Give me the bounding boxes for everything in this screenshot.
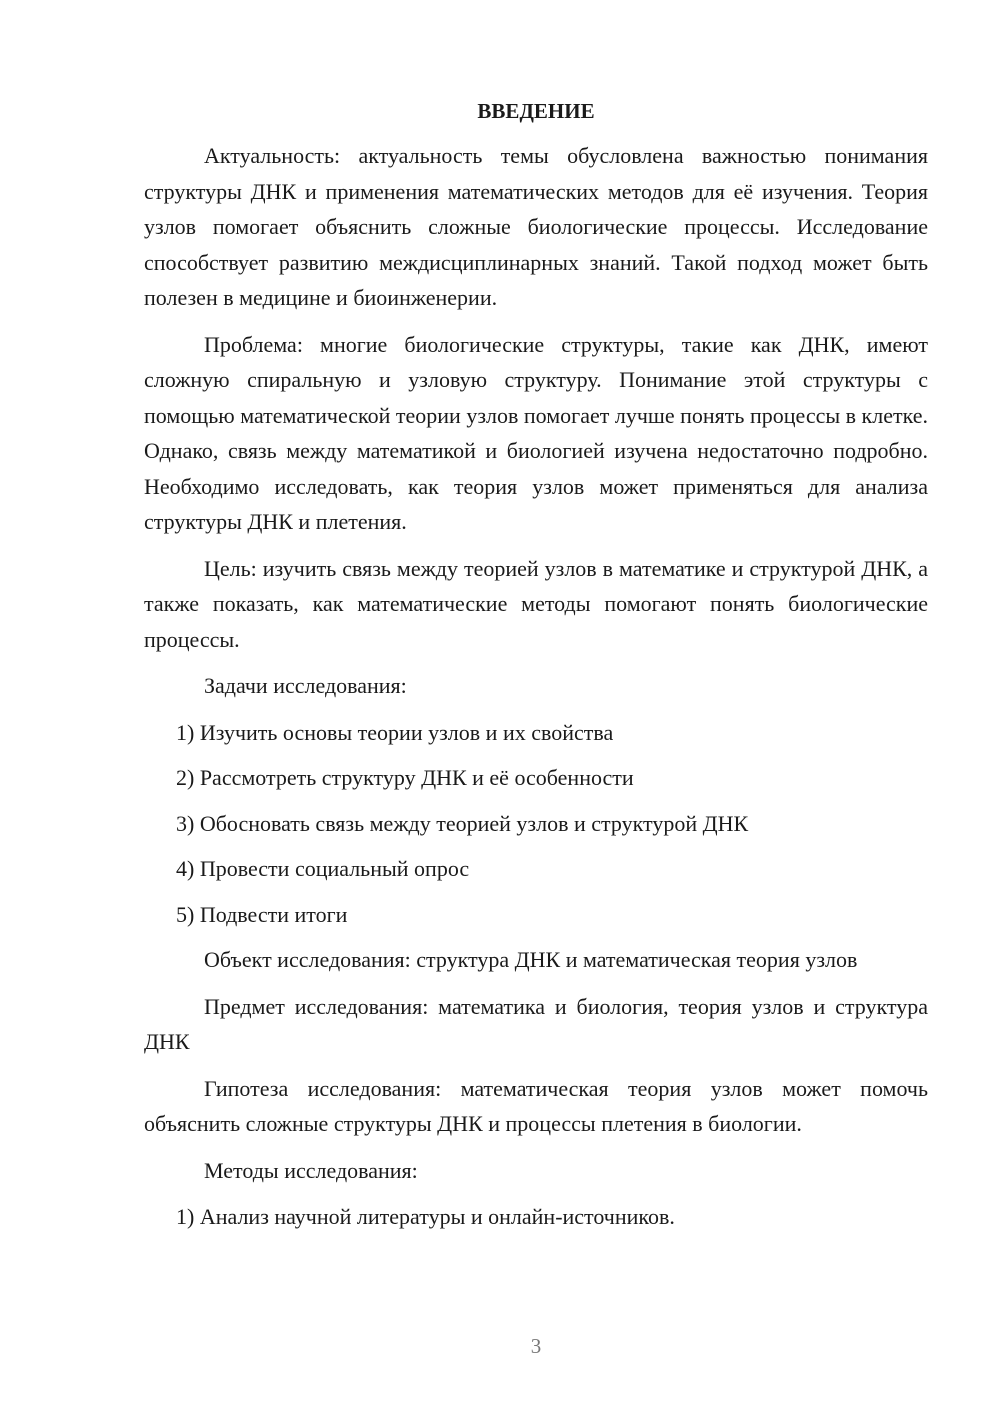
list-item-task-3: 3) Обосновать связь между теорией узлов и структурой ДНК xyxy=(176,810,749,836)
page-number: 3 xyxy=(530,1334,542,1358)
tasks-list xyxy=(144,715,928,933)
methods-list xyxy=(144,1199,928,1235)
page-content xyxy=(144,96,928,1245)
paragraph-subject: Предмет исследования: математика и биология, теория узлов и структура ДНК xyxy=(144,993,928,1054)
list-item-task-4: 4) Провести социальный опрос xyxy=(176,856,470,881)
paragraph-problem: Проблема: многие биологические структуры, такие как ДНК, имеют сложную спиральную и узловую структуру. Понимание этой структуры с помощью математической теории узлов помогает лучше понять процессы в клетке. Однако, связь между математикой и биологией изучена недостаточно подробно. Необходимо исследовать, как теория узлов может применяться для анализа структуры ДНК и плетения. xyxy=(144,331,928,534)
list-item-task-5: 5) Подвести итоги xyxy=(176,901,348,927)
list-item-task-2: 2) Рассмотреть структуру ДНК и её особенности xyxy=(176,765,634,790)
list-item-method-1: 1) Анализ научной литературы и онлайн-источников. xyxy=(176,1204,675,1229)
paragraph-hypothesis: Гипотеза исследования: математическая теория узлов может помочь объяснить сложные структуры ДНК и процессы плетения в биологии. xyxy=(144,1075,928,1136)
section-title: ВВЕДЕНИЕ xyxy=(477,99,595,123)
paragraph-object: Объект исследования: структура ДНК и математическая теория узлов xyxy=(204,947,858,972)
paragraph-goal: Цель: изучить связь между теорией узлов в математике и структурой ДНК, а также показать, как математические методы помогают понять биологические процессы. xyxy=(144,555,928,652)
methods-heading: Методы исследования: xyxy=(204,1157,418,1183)
tasks-heading: Задачи исследования: xyxy=(204,673,407,698)
paragraph-relevance: Актуальность: актуальность темы обусловлена важностью понимания структуры ДНК и применения математических методов для её изучения. Теория узлов помогает объяснить сложные биологические процессы. Исследование способствует развитию междисциплинарных знаний. Такой подход может быть полезен в медицине и биоинженерии. xyxy=(144,143,928,310)
list-item-task-1: 1) Изучить основы теории узлов и их свойства xyxy=(176,719,614,745)
